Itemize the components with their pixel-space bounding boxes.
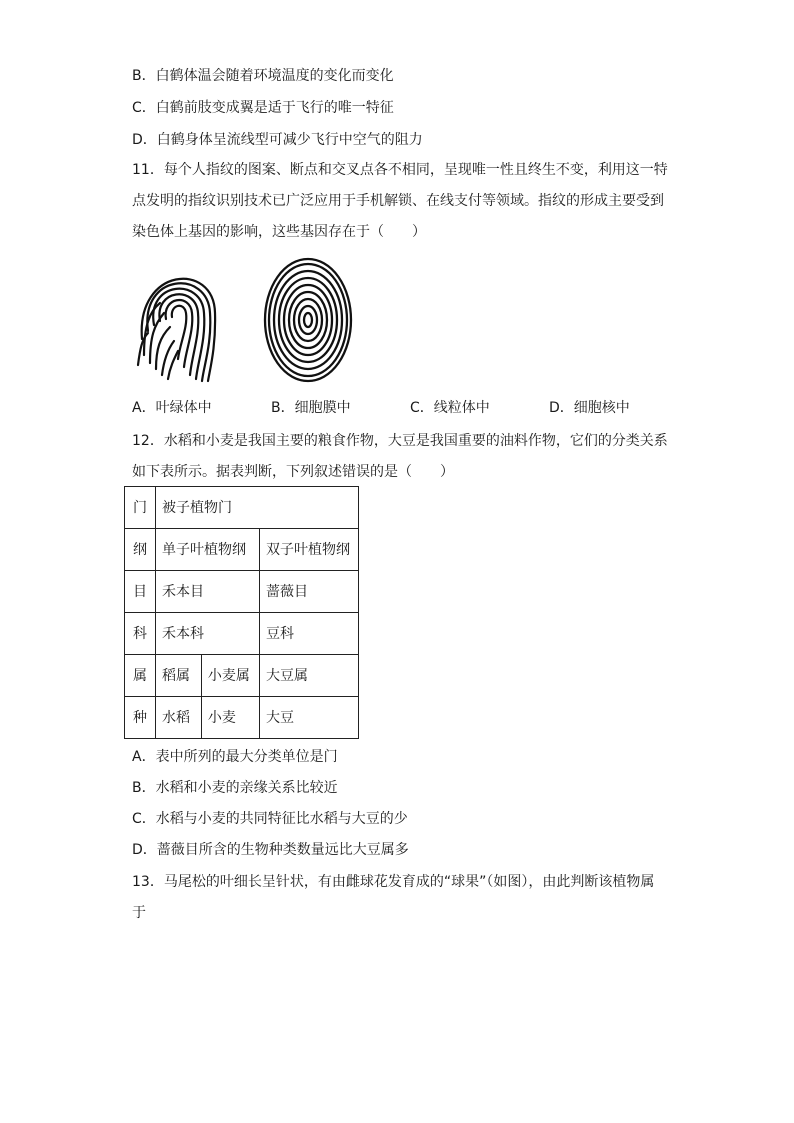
q10-option-c: C．白鹤前肢变成翼是适于飞行的唯一特征 xyxy=(132,100,394,116)
q13-stem-line-1: 13．马尾松的叶细长呈针状，有由雌球花发育成的“球果”（如图），由此判断该植物属 xyxy=(132,874,655,890)
order-poales: 禾本目 xyxy=(156,571,260,613)
q12-option-a: A．表中所列的最大分类单位是门 xyxy=(132,749,338,765)
q10-option-b: B．白鹤体温会随着环境温度的变化而变化 xyxy=(132,68,394,84)
table-row-genus xyxy=(125,655,359,697)
q11-stem-line-3: 染色体上基因的影响，这些基因存在于（ ） xyxy=(132,224,426,240)
table-row-order xyxy=(125,571,359,613)
class-monocot: 单子叶植物纲 xyxy=(156,529,260,571)
fingerprint-loop-image xyxy=(134,255,218,383)
phylum-value: 被子植物门 xyxy=(156,487,359,529)
q13-stem-line-2: 于 xyxy=(132,905,146,921)
q10-option-d: D．白鹤身体呈流线型可减少飞行中空气的阻力 xyxy=(132,132,423,148)
q11-stem-line-2: 点发明的指纹识别技术已广泛应用于手机解锁、在线支付等领域。指纹的形成主要受到 xyxy=(132,193,664,209)
rank-order: 目 xyxy=(125,571,156,613)
rank-family: 科 xyxy=(125,613,156,655)
family-poaceae: 禾本科 xyxy=(156,613,260,655)
q12-stem-line-1: 12．水稻和小麦是我国主要的粮食作物，大豆是我国重要的油料作物，它们的分类关系 xyxy=(132,433,668,449)
rank-class: 纲 xyxy=(125,529,156,571)
q12-option-b: B．水稻和小麦的亲缘关系比较近 xyxy=(132,780,338,796)
order-rosales: 蔷薇目 xyxy=(260,571,359,613)
q11-options xyxy=(132,398,672,418)
rank-genus: 属 xyxy=(125,655,156,697)
q11-option-a: A．叶绿体中 xyxy=(132,400,212,416)
q11-option-d: D．细胞核中 xyxy=(549,400,630,416)
rank-phylum: 门 xyxy=(125,487,156,529)
fingerprint-whorl-image xyxy=(262,256,354,384)
classification-table xyxy=(124,486,359,739)
q11-stem-line-1: 11．每个人指纹的图案、断点和交叉点各不相同，呈现唯一性且终生不变，利用这一特 xyxy=(132,162,668,178)
table-row-family xyxy=(125,613,359,655)
species-wheat: 小麦 xyxy=(201,697,259,739)
q12-option-c: C．水稻与小麦的共同特征比水稻与大豆的少 xyxy=(132,811,408,827)
q11-option-c: C．线粒体中 xyxy=(410,400,490,416)
q12-stem-line-2: 如下表所示。据表判断，下列叙述错误的是（ ） xyxy=(132,464,454,480)
genus-glycine: 大豆属 xyxy=(260,655,359,697)
family-fabaceae: 豆科 xyxy=(260,613,359,655)
table-row-class xyxy=(125,529,359,571)
species-soybean: 大豆 xyxy=(260,697,359,739)
table-row-species xyxy=(125,697,359,739)
genus-triticum: 小麦属 xyxy=(201,655,259,697)
species-rice: 水稻 xyxy=(156,697,202,739)
q11-option-b: B．细胞膜中 xyxy=(271,400,351,416)
q12-option-d: D．蔷薇目所含的生物种类数量远比大豆属多 xyxy=(132,842,409,858)
table-row-phylum xyxy=(125,487,359,529)
rank-species: 种 xyxy=(125,697,156,739)
genus-oryza: 稻属 xyxy=(156,655,202,697)
class-dicot: 双子叶植物纲 xyxy=(260,529,359,571)
